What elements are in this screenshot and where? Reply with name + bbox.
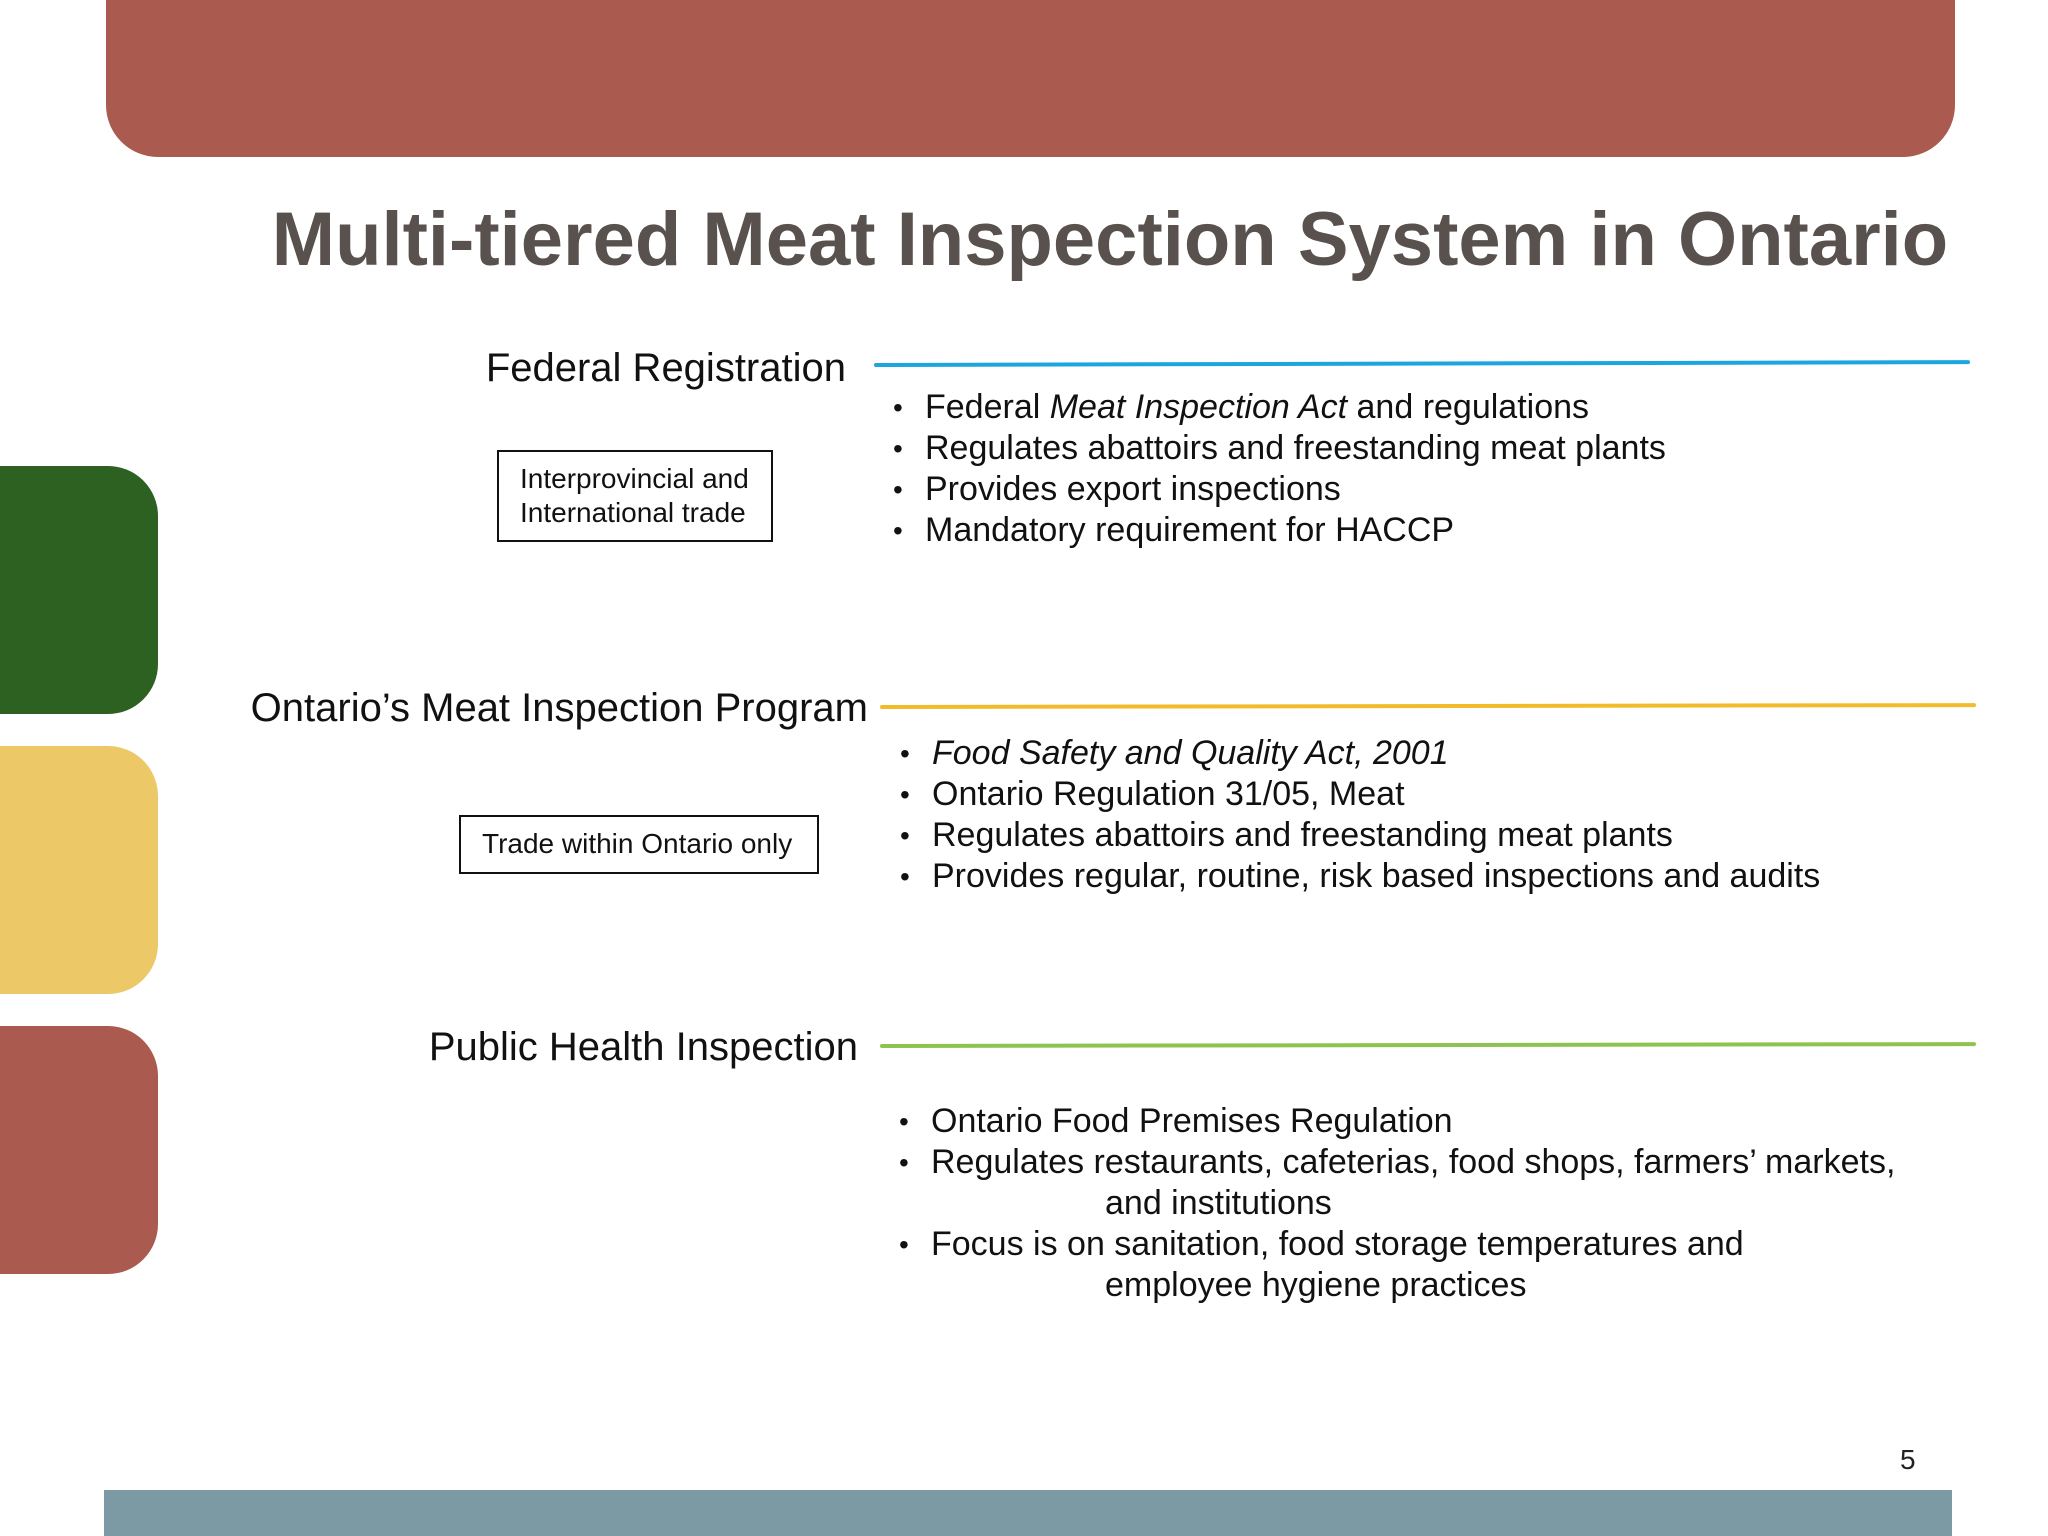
list-item [900,856,1820,897]
list-item [900,733,1820,774]
bullet-text: Regulates abattoirs and freestanding meat plants [925,429,1666,467]
page-number: 5 [1900,1444,1916,1475]
list-item [899,1101,1895,1142]
federal-bullet-list [893,387,1666,551]
box-line: Interprovincial and [520,463,749,494]
box-interprovincial-trade [497,450,773,542]
bullet-continuation: employee hygiene practices [1105,1266,1527,1304]
list-item [899,1224,1895,1306]
list-item [893,387,1666,428]
box-ontario-trade [459,815,819,874]
bottom-banner [104,1490,1952,1536]
rule-federal [874,360,1970,367]
bullet-text: Regulates abattoirs and freestanding meat plants [932,816,1673,854]
bullet-text: Provides export inspections [925,470,1341,508]
bullet-text: and regulations [1347,388,1590,426]
bullet-continuation: and institutions [1105,1184,1332,1222]
list-item [893,510,1666,551]
rule-ontario [880,703,1976,709]
side-tab-green [0,466,158,714]
heading-ontario-program: Ontario’s Meat Inspection Program [250,686,868,730]
list-item [893,469,1666,510]
bullet-italic: Meat Inspection Act [1049,388,1348,426]
list-item [900,774,1820,815]
slide-title: Multi-tiered Meat Inspection System in Ontario [271,197,1949,282]
heading-public-health: Public Health Inspection [428,1025,858,1069]
public-health-bullet-list [899,1101,1895,1306]
heading-federal-registration: Federal Registration [485,346,846,390]
side-tab-red [0,1026,158,1274]
bullet-text: Focus is on sanitation, food storage temperatures and [931,1225,1744,1263]
bullet-text: Provides regular, routine, risk based inspections and audits [932,857,1821,895]
bullet-italic: Food Safety and Quality Act, 2001 [932,734,1449,772]
list-item [899,1142,1895,1224]
box-line: International trade [520,497,746,528]
side-tab-yellow [0,746,158,994]
bullet-text: Mandatory requirement for HACCP [925,511,1455,549]
bullet-text: Regulates restaurants, cafeterias, food shops, farmers’ markets, [931,1143,1896,1181]
bullet-text: Ontario Food Premises Regulation [931,1102,1453,1140]
list-item [900,815,1820,856]
ontario-bullet-list [900,733,1820,897]
list-item [893,428,1666,469]
bullet-text: Ontario Regulation 31/05, Meat [932,775,1405,813]
box-line: Trade within Ontario only [482,828,793,859]
top-banner [106,0,1955,157]
rule-public-health [880,1042,1976,1048]
bullet-text: Federal [925,388,1050,426]
